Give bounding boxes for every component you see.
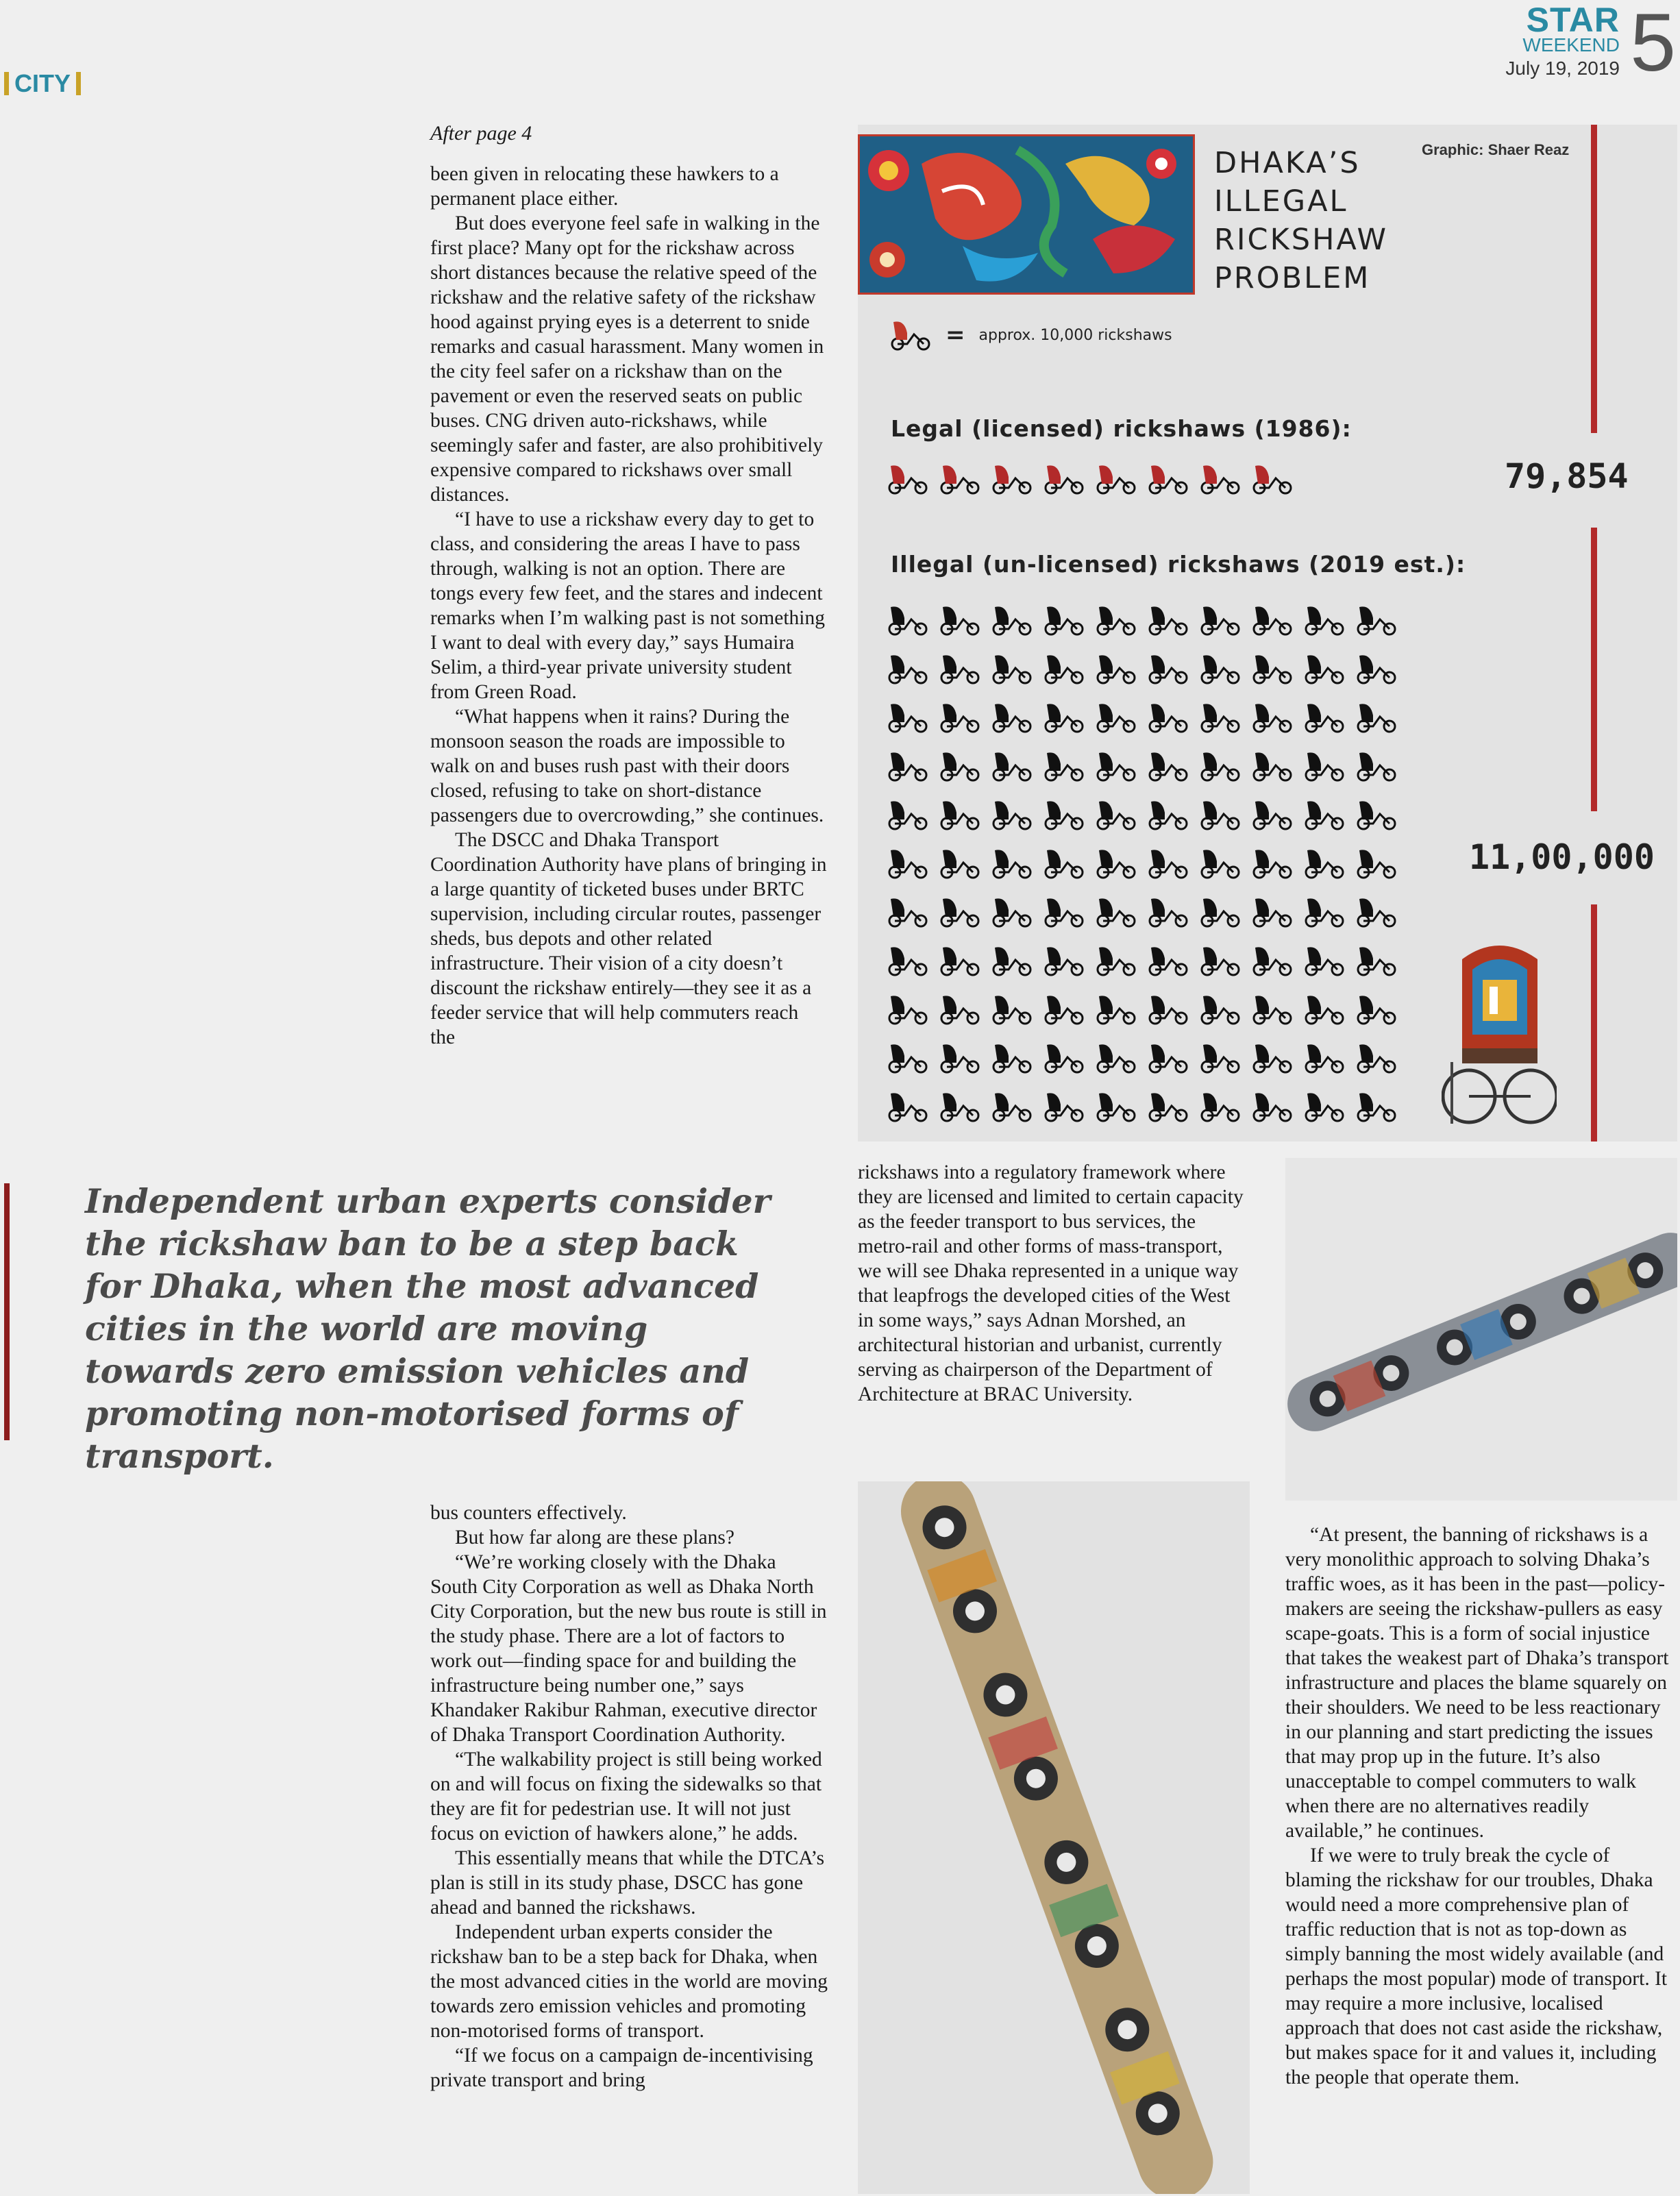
rickshaw-icon (1252, 1042, 1294, 1074)
article-column-2 (430, 1501, 828, 2093)
rickshaw-icon (888, 604, 929, 636)
rickshaw-icon (1096, 702, 1137, 733)
rickshaw-icon (1148, 896, 1189, 928)
section-tag-bar (76, 72, 81, 95)
title-line: ILLEGAL (1214, 184, 1348, 219)
illegal-icon-row (888, 1042, 1398, 1074)
rickshaw-icon (940, 848, 981, 879)
rickshaw-icon (1357, 945, 1398, 976)
article-column-1 (430, 162, 828, 1050)
accent-bar (1591, 904, 1597, 1142)
rickshaw-icon (1096, 945, 1137, 976)
paragraph: But does everyone feel safe in walking in the first place? Many opt for the rickshaw across short distances because the relative speed of the rickshaw and the relative safety of the rickshaw hood against prying eyes is a deterrent to snide remarks and casual harassment. Many women in the city feel safer on a rickshaw than on the pavement or even the reserved seats on public buses. CNG driven auto-rickshaws, while seemingly safer and faster, are also prohibitively expensive compared to rickshaws over small distances. (430, 212, 824, 506)
paragraph: “The walkability project is still being worked on and will focus on fixing the sidewalks so that they are fit for pedestrian use. It will not just focus on eviction of hawkers alone,” he adds. (430, 1749, 822, 1845)
accent-bar (1591, 125, 1597, 433)
paragraph: “What happens when it rains? During the monsoon season the roads are impossible to walk on and buses rush past with their doors closed, refusing to take on short-distance passengers due to overcrowding,” she continues. (430, 706, 824, 826)
rickshaw-icon (1096, 463, 1137, 495)
rickshaw-icon (1096, 896, 1137, 928)
illegal-icon-row (888, 896, 1398, 928)
rickshaw-icon (1252, 994, 1294, 1025)
rickshaw-icon (1200, 994, 1242, 1025)
legend (891, 319, 1172, 351)
rickshaw-icon (940, 653, 981, 684)
article-column-3 (858, 1160, 1248, 1407)
bicycle-chain-photo (858, 1481, 1250, 2194)
section-tag-bar (4, 72, 9, 95)
rickshaw-icon (1200, 653, 1242, 684)
page-number: 5 (1630, 0, 1676, 88)
rickshaw-icon (1044, 799, 1085, 830)
paragraph: Independent urban experts consider the rickshaw ban to be a step back for Dhaka, when the most advanced cities in the world are moving towards zero emission vehicles and promoting non-motorised forms of transport. (430, 1921, 828, 2042)
rickshaw-icon (1148, 463, 1189, 495)
rickshaw-icon (1357, 1042, 1398, 1074)
rickshaw-icon (1044, 896, 1085, 928)
rickshaw-icon (1252, 702, 1294, 733)
rickshaw-icon (1305, 848, 1346, 879)
rickshaw-icon (1148, 750, 1189, 782)
rickshaw-icon (1096, 994, 1137, 1025)
illegal-icon-row (888, 653, 1398, 684)
paragraph: This essentially means that while the DTCA’s plan is still in its study phase, DSCC has gone ahead and banned the rickshaws. (430, 1847, 825, 1919)
rickshaw-icon (1148, 653, 1189, 684)
rickshaw-icon (1357, 896, 1398, 928)
rickshaw-icon (1200, 463, 1242, 495)
issue-date: July 19, 2019 (1505, 58, 1620, 79)
rickshaw-icon (1148, 1091, 1189, 1122)
rickshaw-icon (1200, 1042, 1242, 1074)
rickshaw-icon (1305, 799, 1346, 830)
rickshaw-icon (1357, 604, 1398, 636)
pullquote-rule (4, 1183, 10, 1440)
rickshaw-icon (1357, 750, 1398, 782)
paragraph: bus counters effectively. (430, 1502, 627, 1524)
rickshaw-icon (1148, 1042, 1189, 1074)
rickshaw-icon (1200, 702, 1242, 733)
paragraph: If we were to truly break the cycle of blaming the rickshaw for our troubles, Dhaka would need a more comprehensive plan of traffic reduction that is not as top-down as simply banning the most widely available (and perhaps the most popular) mode of transport. It may require a more inclusive, localised approach that does not cast aside the rickshaw, but makes space for it and values it, including the people that operate them. (1285, 1845, 1668, 2088)
rickshaw-icon (1252, 604, 1294, 636)
rickshaw-icon (1252, 653, 1294, 684)
illegal-icon-row (888, 848, 1398, 879)
rickshaw-icon (940, 896, 981, 928)
rickshaw-icon (992, 799, 1033, 830)
illegal-icon-row (888, 1091, 1398, 1122)
rickshaw-icon (1305, 750, 1346, 782)
rickshaw-icon (1148, 604, 1189, 636)
paragraph: But how far along are these plans? (455, 1527, 734, 1549)
rickshaw-icon (1044, 945, 1085, 976)
rickshaw-icon (992, 994, 1033, 1025)
rickshaw-icon (1200, 945, 1242, 976)
rickshaw-icon (1044, 750, 1085, 782)
paragraph: The DSCC and Dhaka Transport Coordination Authority have plans of bringing in a large quantity of ticketed buses under BRTC supervision, including circular routes, passenger sheds, bus depots and other related infrastructure. Their vision of a city doesn’t discount the rickshaw entirely—they see it as a feeder service that will help commuters reach the (430, 829, 827, 1048)
rickshaw-icon (1252, 750, 1294, 782)
rickshaw-icon (1096, 750, 1137, 782)
rickshaw-icon (940, 945, 981, 976)
rickshaw-icon (1044, 848, 1085, 879)
rickshaw-icon (1044, 604, 1085, 636)
rickshaw-icon (888, 994, 929, 1025)
rickshaw-icon (940, 604, 981, 636)
bicycle-chain-photo (1285, 1158, 1677, 1501)
rickshaw-icon (1200, 848, 1242, 879)
rickshaw-icon (940, 799, 981, 830)
rickshaw-icon (1357, 799, 1398, 830)
rickshaw-icon (1305, 653, 1346, 684)
rickshaw-icon (1096, 604, 1137, 636)
equals-sign: = (946, 321, 965, 349)
rickshaw-icon (1044, 702, 1085, 733)
rickshaw-icon (1096, 1091, 1137, 1122)
rickshaw-icon (992, 1042, 1033, 1074)
paragraph: “We’re working closely with the Dhaka South City Corporation as well as Dhaka North City Corporation, but the new bus route is still in the study phase. There are a lot of factors to work out—finding space for and building the infrastructure being number one,” says Khandaker Rakibur Rahman, executive director of Dhaka Transport Coordination Authority. (430, 1551, 827, 1746)
title-line: RICKSHAW (1214, 223, 1388, 257)
rickshaw-icon (1044, 1091, 1085, 1122)
rickshaw-icon (1200, 799, 1242, 830)
section-tag-label: CITY (14, 69, 71, 97)
illegal-total: 11,00,000 (1469, 837, 1655, 877)
rickshaw-icon (1148, 945, 1189, 976)
illegal-icon-row (888, 702, 1398, 733)
rickshaw-icon (992, 653, 1033, 684)
rickshaw-icon (992, 945, 1033, 976)
rickshaw-icon (1252, 945, 1294, 976)
rickshaw-icon (1200, 604, 1242, 636)
accent-bar (1591, 528, 1597, 811)
rickshaw-icon (1252, 848, 1294, 879)
rickshaw-icon (940, 702, 981, 733)
rickshaw-icon (1096, 848, 1137, 879)
rickshaw-icon (1357, 994, 1398, 1025)
rickshaw-icon (1096, 653, 1137, 684)
rickshaw-icon (1305, 945, 1346, 976)
illegal-icon-row (888, 799, 1398, 830)
illegal-icon-row (888, 604, 1398, 636)
rickshaw-icon (888, 653, 929, 684)
rickshaw-icon (1148, 994, 1189, 1025)
rickshaw-icon (1044, 1042, 1085, 1074)
rickshaw-icon (1252, 896, 1294, 928)
rickshaw-icon (992, 463, 1033, 495)
rickshaw-icon (1148, 799, 1189, 830)
paragraph: “I have to use a rickshaw every day to get to class, and considering the areas I have to pass through, walking is not an option. There are tongs every few feet, and the stares and indecent remarks when I’m walking past is not something I want to deal with every day,” says Humaira Selim, a third-year private university student from Green Road. (430, 508, 825, 703)
rickshaw-icon (891, 319, 932, 351)
rickshaw-icon (992, 750, 1033, 782)
rickshaw-icon (888, 945, 929, 976)
rickshaw-icon (1357, 848, 1398, 879)
rickshaw-icon (1200, 750, 1242, 782)
infographic-title (1214, 144, 1388, 297)
rickshaw-icon (992, 1091, 1033, 1122)
rickshaw-icon (888, 750, 929, 782)
rickshaw-icon (940, 1042, 981, 1074)
rickshaw-icon (1096, 1042, 1137, 1074)
rickshaw-icon (1305, 896, 1346, 928)
title-line: DHAKA’S (1214, 146, 1361, 180)
paragraph: rickshaws into a regulatory framework where they are licensed and limited to certain capacity as the feeder transport to bus services, the metro-rail and other forms of mass-transport, we will see Dhaka represented in a unique way that leapfrogs the developed cities of the West in some ways,” says Adnan Morshed, an architectural historian and urbanist, currently serving as chairperson of the Department of Architecture at BRAC University. (858, 1161, 1244, 1405)
rickshaw-icon (940, 1091, 981, 1122)
rickshaw-icon (1252, 799, 1294, 830)
rickshaw-icon (888, 1091, 929, 1122)
illegal-icon-row (888, 994, 1398, 1025)
rickshaw-icon (992, 896, 1033, 928)
article-column-4 (1285, 1522, 1676, 2090)
rickshaw-icon (888, 463, 929, 495)
rickshaw-icon (1096, 799, 1137, 830)
rickshaw-icon (1044, 653, 1085, 684)
rickshaw-icon (1305, 994, 1346, 1025)
legend-label: approx. 10,000 rickshaws (978, 326, 1172, 344)
rickshaw-icon (940, 994, 981, 1025)
rickshaw-icon (1200, 896, 1242, 928)
rickshaw-photo (1442, 932, 1557, 1131)
section-tag (4, 70, 81, 97)
rickshaw-icon (1357, 702, 1398, 733)
rickshaw-icon (888, 848, 929, 879)
rickshaw-icon (1200, 1091, 1242, 1122)
rickshaw-icon (1252, 1091, 1294, 1122)
rickshaw-icon (1148, 702, 1189, 733)
continued-from: After page 4 (430, 122, 532, 145)
paragraph: been given in relocating these hawkers to a permanent place either. (430, 163, 779, 210)
rickshaw-icon (888, 799, 929, 830)
legal-icon-row (888, 463, 1294, 495)
rickshaw-icon (1044, 994, 1085, 1025)
logo-star: STAR (1526, 1, 1620, 39)
rickshaw-icon (940, 750, 981, 782)
illegal-icon-row (888, 750, 1398, 782)
paragraph: “At present, the banning of rickshaws is a very monolithic approach to solving Dhaka’s traffic woes, as it has been in the past—policy-makers are seeing the rickshaw-pullers as easy scape-goats. This is a form of social injustice that takes the weakest part of Dhaka’s transport infrastructure and places the blame squarely on their shoulders. We need to be less reactionary in our planning and start predicting the issues that may prop up in the future. It’s also unacceptable to compel commuters to walk when there are no alternatives readily available,” he continues. (1285, 1524, 1669, 1842)
infographic (858, 125, 1677, 1142)
rickshaw-icon (1252, 463, 1294, 495)
paragraph: “If we focus on a campaign de-incentivising private transport and bring (430, 2045, 813, 2091)
illegal-label: Illegal (un-licensed) rickshaws (2019 est.): (891, 551, 1466, 578)
rickshaw-icon (992, 848, 1033, 879)
title-line: PROBLEM (1214, 261, 1371, 295)
rickshaw-icon (1148, 848, 1189, 879)
rickshaw-icon (1305, 1091, 1346, 1122)
rickshaw-icon (1305, 604, 1346, 636)
rickshaw-icon (1357, 653, 1398, 684)
rickshaw-icon (888, 702, 929, 733)
rickshaw-icon (1305, 1042, 1346, 1074)
rickshaw-icon (1044, 463, 1085, 495)
illegal-icon-row (888, 945, 1398, 976)
legal-label: Legal (licensed) rickshaws (1986): (891, 415, 1352, 442)
rickshaw-icon (888, 896, 929, 928)
rickshaw-icon (992, 604, 1033, 636)
rickshaw-icon (1305, 702, 1346, 733)
rickshaw-icon (992, 702, 1033, 733)
rickshaw-icon (940, 463, 981, 495)
logo-weekend: WEEKEND (1522, 34, 1620, 55)
legal-total: 79,854 (1505, 456, 1629, 496)
rickshaw-art-motif (858, 134, 1195, 295)
rickshaw-icon (1357, 1091, 1398, 1122)
pull-quote: Independent urban experts consider the rickshaw ban to be a step back for Dhaka, when the most advanced cities in the world are moving towards zero emission vehicles and promoting non-motorised forms of transport. (85, 1181, 771, 1476)
graphic-credit: Graphic: Shaer Reaz (1422, 141, 1570, 158)
rickshaw-icon (888, 1042, 929, 1074)
publication-logo (1505, 3, 1620, 78)
